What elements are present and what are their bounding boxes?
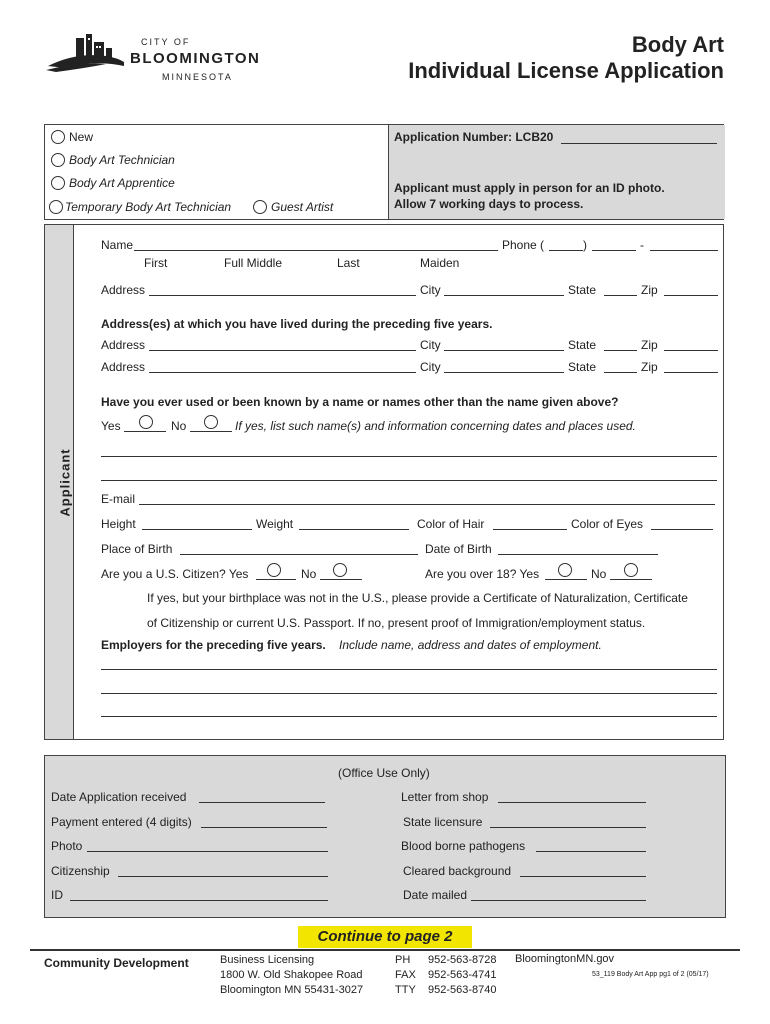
state-label-3: State bbox=[568, 360, 597, 374]
footer-tty-label: TTY bbox=[395, 984, 416, 996]
zip-label-1: Zip bbox=[641, 283, 658, 297]
office-blood-label: Blood borne pathogens bbox=[401, 839, 526, 853]
footer-form-code: 53_119 Body Art App pg1 of 2 (05/17) bbox=[592, 971, 709, 978]
office-id-field[interactable] bbox=[70, 900, 328, 901]
zip-field-2[interactable] bbox=[664, 350, 718, 351]
citizen-no-line bbox=[320, 579, 362, 580]
employers-field-1[interactable] bbox=[101, 669, 717, 670]
continue-label: Continue to page 2 bbox=[317, 928, 453, 945]
phone-prefix-field[interactable] bbox=[592, 250, 636, 251]
footer-ph-number: 952-563-8728 bbox=[428, 954, 497, 966]
address-field-2[interactable] bbox=[149, 350, 416, 351]
sub-last: Last bbox=[337, 256, 360, 270]
employers-instruction: Include name, address and dates of employment. bbox=[339, 638, 602, 652]
over18-yes-line bbox=[545, 579, 587, 580]
citizen-yes-line bbox=[256, 579, 296, 580]
footer-fax-number: 952-563-4741 bbox=[428, 969, 497, 981]
radio-over18-yes[interactable] bbox=[558, 563, 572, 577]
radio-other-name-yes[interactable] bbox=[139, 415, 153, 429]
state-field-3[interactable] bbox=[604, 372, 637, 373]
phone-area-field[interactable] bbox=[549, 250, 583, 251]
footer-addr-line1: Business Licensing bbox=[220, 954, 315, 966]
footer-phone-labels bbox=[395, 953, 416, 998]
office-cleared-label: Cleared background bbox=[403, 864, 512, 878]
app-number-label: Application Number: LCB20 bbox=[394, 130, 554, 144]
citizen-no-label: No bbox=[301, 567, 317, 581]
email-label: E-mail bbox=[101, 492, 136, 506]
applicant-side-label: Applicant bbox=[57, 448, 73, 517]
office-cleared-field[interactable] bbox=[520, 876, 646, 877]
zip-field-1[interactable] bbox=[664, 295, 718, 296]
note-line1: Applicant must apply in person for an ID photo. bbox=[394, 181, 665, 195]
office-mailed-label: Date mailed bbox=[403, 888, 468, 902]
height-label: Height bbox=[101, 517, 136, 531]
radio-citizen-no[interactable] bbox=[333, 563, 347, 577]
footer-addr-line3: Bloomington MN 55431-3027 bbox=[220, 984, 364, 996]
opt-apprentice-label: Body Art Apprentice bbox=[69, 176, 175, 190]
weight-field[interactable] bbox=[299, 529, 409, 530]
weight-label: Weight bbox=[256, 517, 294, 531]
over18-no-line bbox=[610, 579, 652, 580]
sub-full-middle: Full Middle bbox=[224, 256, 283, 270]
footer-website[interactable]: BloomingtonMN.gov bbox=[515, 953, 615, 965]
logo-state: MINNESOTA bbox=[162, 72, 233, 82]
address-field-3[interactable] bbox=[149, 372, 416, 373]
office-payment-field[interactable] bbox=[201, 827, 327, 828]
office-payment-label: Payment entered (4 digits) bbox=[51, 815, 192, 829]
other-name-instruction: If yes, list such name(s) and information concerning dates and places used. bbox=[235, 419, 636, 433]
phone-dash: - bbox=[640, 238, 644, 252]
radio-citizen-yes[interactable] bbox=[267, 563, 281, 577]
footer-addr-line2: 1800 W. Old Shakopee Road bbox=[220, 969, 363, 981]
address-field-1[interactable] bbox=[149, 295, 416, 296]
name-field[interactable] bbox=[134, 250, 498, 251]
city-field-2[interactable] bbox=[444, 350, 564, 351]
name-label: Name bbox=[101, 238, 134, 252]
radio-other-name-no[interactable] bbox=[204, 415, 218, 429]
office-citizenship-field[interactable] bbox=[118, 876, 328, 877]
office-letter-field[interactable] bbox=[498, 802, 646, 803]
footer-rule bbox=[30, 949, 740, 951]
address-label-3: Address bbox=[101, 360, 146, 374]
citizen-note-1: If yes, but your birthplace was not in the U.S., please provide a Certificate of Naturalization, Certificate bbox=[147, 591, 688, 605]
opt-temporary-label: Temporary Body Art Technician bbox=[65, 200, 232, 214]
applicant-section bbox=[44, 224, 724, 740]
radio-over18-no[interactable] bbox=[624, 563, 638, 577]
office-id-label: ID bbox=[51, 888, 63, 902]
office-mailed-field[interactable] bbox=[471, 900, 646, 901]
office-letter-label: Letter from shop bbox=[401, 790, 489, 804]
radio-new[interactable] bbox=[51, 130, 65, 144]
logo-city-of: CITY OF bbox=[141, 37, 191, 47]
over18-question: Are you over 18? Yes bbox=[425, 567, 540, 581]
citizen-note-2: of Citizenship or current U.S. Passport. If no, present proof of Immigration/employment status. bbox=[147, 616, 646, 630]
office-title: (Office Use Only) bbox=[338, 766, 430, 780]
state-field-2[interactable] bbox=[604, 350, 637, 351]
office-date-received-label: Date Application received bbox=[51, 790, 187, 804]
city-label-2: City bbox=[420, 338, 441, 352]
address-label-1: Address bbox=[101, 283, 146, 297]
sub-first: First bbox=[144, 256, 168, 270]
hair-field[interactable] bbox=[493, 529, 567, 530]
office-date-received-field[interactable] bbox=[199, 802, 325, 803]
employers-field-2[interactable] bbox=[101, 693, 717, 694]
other-name-no-line bbox=[190, 431, 232, 432]
footer-ph-label: PH bbox=[395, 954, 411, 966]
zip-label-2: Zip bbox=[641, 338, 658, 352]
hair-label: Color of Hair bbox=[417, 517, 485, 531]
zip-field-3[interactable] bbox=[664, 372, 718, 373]
city-field-1[interactable] bbox=[444, 295, 564, 296]
state-label-2: State bbox=[568, 338, 597, 352]
city-field-3[interactable] bbox=[444, 372, 564, 373]
opt-technician-label: Body Art Technician bbox=[69, 153, 175, 167]
office-state-lic-label: State licensure bbox=[403, 815, 483, 829]
skyline-logo-icon bbox=[46, 32, 126, 78]
email-field[interactable] bbox=[139, 504, 715, 505]
prev-addresses-heading: Address(es) at which you have lived during the preceding five years. bbox=[101, 317, 493, 331]
note-line2: Allow 7 working days to process. bbox=[394, 197, 584, 211]
employers-field-3[interactable] bbox=[101, 716, 717, 717]
eyes-field[interactable] bbox=[651, 529, 713, 530]
footer-tty-number: 952-563-8740 bbox=[428, 984, 497, 996]
title-line2: Individual License Application bbox=[408, 58, 724, 83]
footer-fax-label: FAX bbox=[395, 969, 416, 981]
office-photo-field[interactable] bbox=[87, 851, 328, 852]
title-line1: Body Art bbox=[631, 32, 724, 57]
opt-guest-label: Guest Artist bbox=[271, 200, 334, 214]
zip-label-3: Zip bbox=[641, 360, 658, 374]
citizen-question: Are you a U.S. Citizen? Yes bbox=[101, 567, 249, 581]
date-of-birth-label: Date of Birth bbox=[425, 542, 492, 556]
other-name-question: Have you ever used or been known by a name or names other than the name given above? bbox=[101, 395, 619, 409]
continue-banner bbox=[298, 926, 472, 948]
radio-apprentice[interactable] bbox=[51, 176, 65, 190]
city-label-3: City bbox=[420, 360, 441, 374]
place-of-birth-field[interactable] bbox=[180, 554, 418, 555]
over18-no-label: No bbox=[591, 567, 607, 581]
eyes-label: Color of Eyes bbox=[571, 517, 644, 531]
phone-label: Phone ( bbox=[502, 238, 545, 252]
phone-line-field[interactable] bbox=[650, 250, 718, 251]
office-state-lic-field[interactable] bbox=[490, 827, 646, 828]
license-type-section bbox=[44, 124, 724, 220]
employers-heading: Employers for the preceding five years. bbox=[101, 638, 326, 652]
radio-temporary[interactable] bbox=[49, 200, 63, 214]
state-label-1: State bbox=[568, 283, 597, 297]
date-of-birth-field[interactable] bbox=[498, 554, 658, 555]
office-citizenship-label: Citizenship bbox=[51, 864, 110, 878]
footer-address bbox=[220, 953, 363, 998]
footer-phone-numbers bbox=[428, 953, 497, 998]
logo-name: BLOOMINGTON bbox=[130, 50, 261, 67]
office-photo-label: Photo bbox=[51, 839, 83, 853]
address-label-2: Address bbox=[101, 338, 146, 352]
radio-technician[interactable] bbox=[51, 153, 65, 167]
radio-guest[interactable] bbox=[253, 200, 267, 214]
other-name-field-2[interactable] bbox=[101, 480, 717, 481]
state-field-1[interactable] bbox=[604, 295, 637, 296]
other-name-no-label: No bbox=[171, 419, 187, 433]
footer-dept: Community Development bbox=[44, 956, 189, 970]
height-field[interactable] bbox=[142, 529, 252, 530]
app-number-field[interactable] bbox=[561, 143, 717, 144]
city-logo bbox=[46, 32, 276, 82]
page-title bbox=[408, 32, 724, 84]
city-label-1: City bbox=[420, 283, 441, 297]
opt-new-label: New bbox=[69, 130, 94, 144]
other-name-field-1[interactable] bbox=[101, 456, 717, 457]
phone-paren: ) bbox=[583, 238, 587, 252]
place-of-birth-label: Place of Birth bbox=[101, 542, 173, 556]
sub-maiden: Maiden bbox=[420, 256, 460, 270]
other-name-yes-line bbox=[124, 431, 166, 432]
office-blood-field[interactable] bbox=[536, 851, 646, 852]
other-name-yes-label: Yes bbox=[101, 419, 121, 433]
